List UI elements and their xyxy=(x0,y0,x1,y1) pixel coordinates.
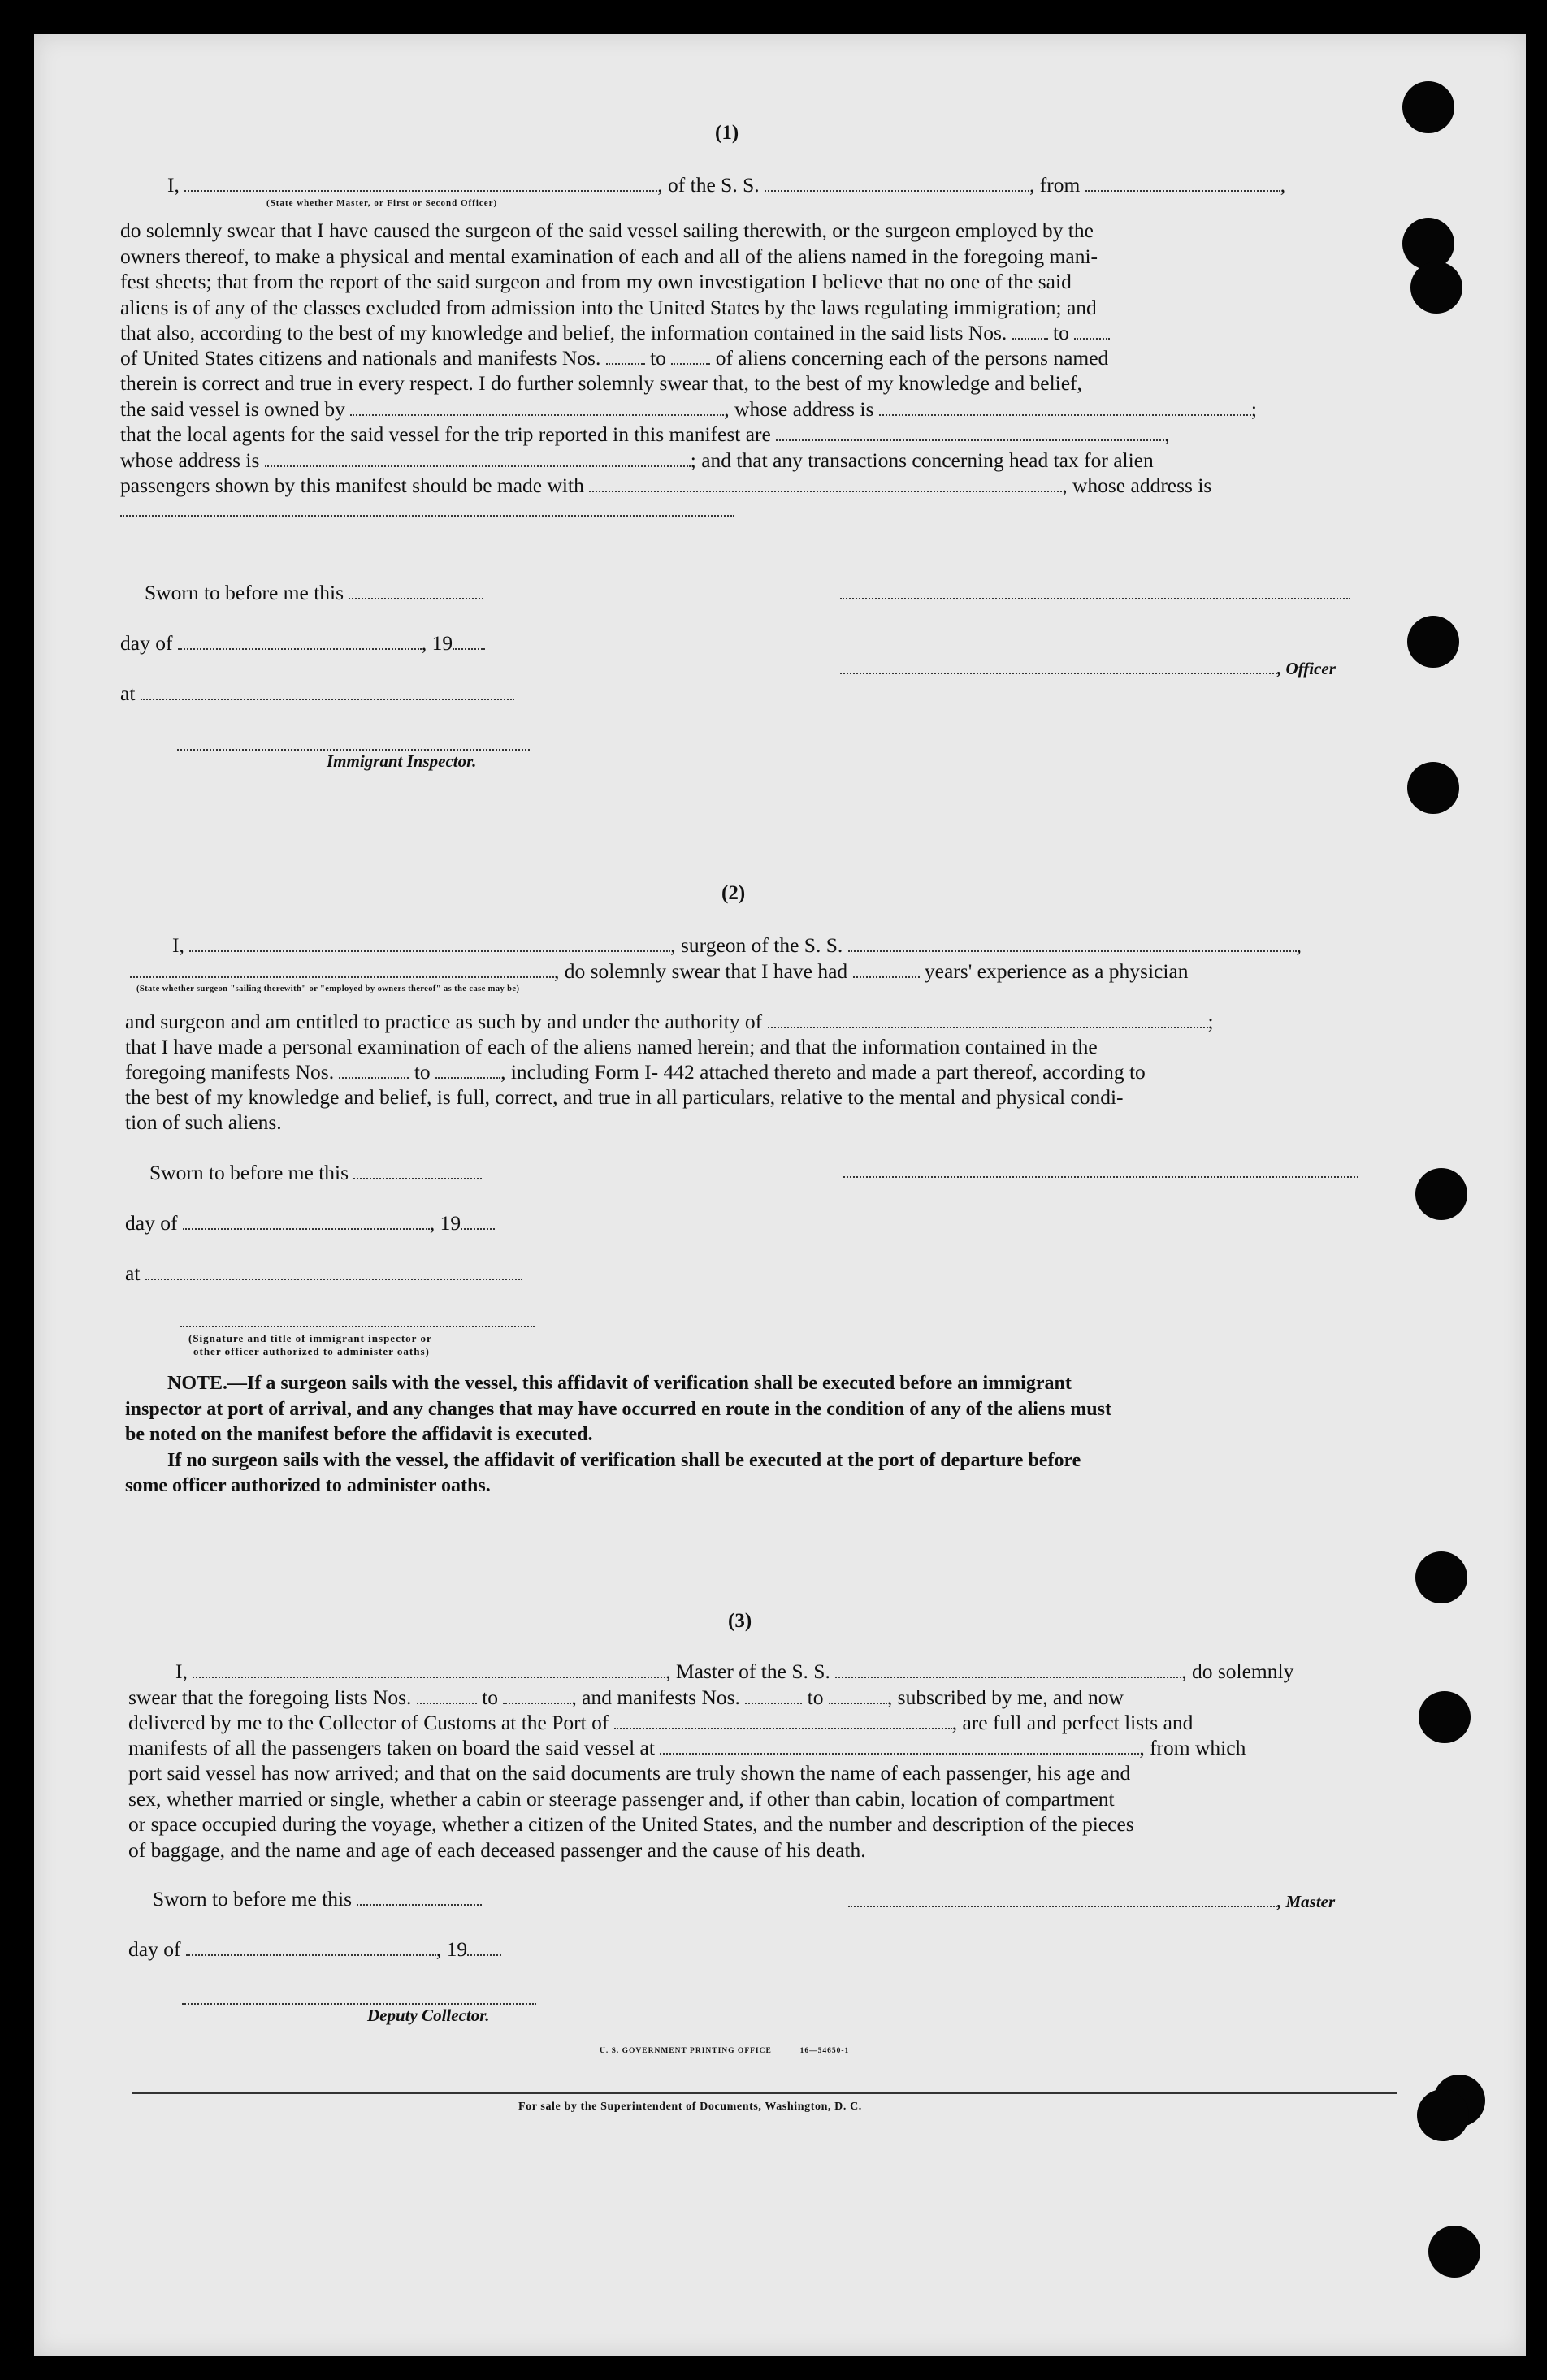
s2-surgeon-type-field[interactable] xyxy=(130,960,554,978)
s1-head-tax-agent-field[interactable] xyxy=(589,474,1062,492)
s2-including-text: , including Form I- 442 attached thereto and made a part thereof, according to xyxy=(500,1060,1146,1084)
s1-day-of-text: day of xyxy=(120,631,173,655)
s2-sworn-text: Sworn to before me this xyxy=(150,1161,349,1184)
s1-address-field[interactable] xyxy=(120,515,734,517)
s1-officer-label: , Officer xyxy=(1277,659,1336,678)
s3-swear-text: swear that the foregoing lists Nos. xyxy=(128,1685,412,1709)
s1-to: to xyxy=(650,346,666,370)
s1-address-label: , whose address is xyxy=(724,397,874,421)
s2-note xyxy=(125,1371,1396,1499)
s1-line1 xyxy=(167,172,1285,197)
s2-line1 xyxy=(172,933,1302,958)
s1-sworn-date-field[interactable] xyxy=(349,582,483,599)
punch-hole xyxy=(1419,1691,1471,1743)
s2-note2-line: If no surgeon sails with the vessel, the affidavit of verification shall be executed at the port of departure before xyxy=(167,1449,1081,1471)
s2-years-field[interactable] xyxy=(853,960,920,978)
s3-manifests-all: manifests of all the passengers taken on board the said vessel at xyxy=(128,1736,655,1759)
s1-lists-text: that also, according to the best of my knowledge and belief, the information contained in the said lists Nos. xyxy=(120,321,1008,344)
s3-master-label: , Master xyxy=(1277,1892,1336,1911)
s3-are-full: , are full and perfect lists and xyxy=(951,1711,1194,1734)
s3-sworn-date-field[interactable] xyxy=(357,1888,482,1906)
s1-address-label: whose address is xyxy=(120,448,260,472)
s1-citizens-text-b: of aliens concerning each of the persons named xyxy=(715,346,1109,370)
s1-manifest-from-field[interactable] xyxy=(606,347,645,365)
s2-inspector-sign-field[interactable] xyxy=(180,1326,535,1327)
s3-year-field[interactable] xyxy=(467,1938,501,1956)
s3-from-which: , from which xyxy=(1139,1736,1246,1759)
s2-sig-hint-1: (Signature and title of immigrant inspector or xyxy=(188,1332,432,1344)
gpo-imprint xyxy=(600,2047,849,2055)
s1-vessel-field[interactable] xyxy=(765,174,1029,192)
punch-hole xyxy=(1415,1551,1467,1603)
s3-master-of: , Master of the S. S. xyxy=(665,1660,830,1683)
s1-agents-line xyxy=(120,422,1170,447)
s2-year-field[interactable] xyxy=(461,1212,495,1230)
s2-note-line: be noted on the manifest before the affidavit is executed. xyxy=(125,1424,593,1445)
s2-semicolon: ; xyxy=(1207,1010,1214,1033)
s2-at-field[interactable] xyxy=(145,1262,522,1280)
s1-body-line: owners thereof, to make a physical and mental examination of each and all of the aliens named in the foregoing mani- xyxy=(120,244,1098,268)
s2-month-field[interactable] xyxy=(183,1212,430,1230)
s2-manifests-to-field[interactable] xyxy=(436,1061,500,1079)
s2-authority-field[interactable] xyxy=(768,1010,1208,1028)
s1-signature-field[interactable] xyxy=(840,598,1350,599)
s1-inspector-label: Immigrant Inspector. xyxy=(327,751,477,771)
s1-officer-field[interactable] xyxy=(184,174,657,192)
footer-rule xyxy=(132,2092,1398,2094)
s3-delivered-text: delivered by me to the Collector of Customs at the Port of xyxy=(128,1711,609,1734)
punch-hole xyxy=(1410,262,1462,314)
s1-body-line: fest sheets; that from the report of the said surgeon and from my own investigation I believe that no one of the said xyxy=(120,270,1072,293)
s2-sig-hint-2: other officer authorized to administer oaths) xyxy=(193,1345,430,1357)
s1-passengers-line xyxy=(120,473,1211,498)
s2-foregoing-line xyxy=(125,1059,1146,1084)
s1-officer-sign-field[interactable] xyxy=(840,656,1277,674)
s1-owner-address-field[interactable] xyxy=(879,398,1251,416)
s1-agents-text: that the local agents for the said vessel for the trip reported in this manifest are xyxy=(120,422,771,446)
punch-hole xyxy=(1415,1168,1467,1220)
s1-address-label: , whose address is xyxy=(1062,474,1212,497)
s1-body-line: do solemnly swear that I have caused the surgeon of the said vessel sailing therewith, or the surgeon employed by the xyxy=(120,219,1094,242)
s3-master-sign-field[interactable] xyxy=(848,1889,1277,1907)
s1-officer-hint: (State whether Master, or First or Second Officer) xyxy=(266,198,498,208)
s2-at-text: at xyxy=(125,1261,141,1285)
s1-body-line: aliens is of any of the classes excluded from admission into the United States by the laws regulating immigration; and xyxy=(120,295,1097,319)
punch-hole xyxy=(1407,616,1459,668)
s3-sworn xyxy=(153,1886,482,1911)
s1-of-ss: , of the S. S. xyxy=(657,173,760,197)
s2-note2-line: some officer authorized to administer oaths. xyxy=(125,1475,491,1496)
s3-body-line: or space occupied during the voyage, whether a citizen of the United States, and the number and description of the pieces xyxy=(128,1812,1134,1836)
s1-passengers-text: passengers shown by this manifest should be made with xyxy=(120,474,584,497)
s2-years-text: years' experience as a physician xyxy=(924,959,1189,983)
s2-sworn xyxy=(150,1160,482,1185)
s2-to: to xyxy=(414,1060,431,1084)
s2-day-of-text: day of xyxy=(125,1211,178,1235)
s2-comma: , xyxy=(1296,933,1302,957)
s3-lists-to-field[interactable] xyxy=(503,1686,571,1704)
s3-sworn-text: Sworn to before me this xyxy=(153,1887,353,1910)
s1-comma: , xyxy=(1164,422,1170,446)
s3-manifests-to-field[interactable] xyxy=(829,1686,887,1704)
s3-lists-from-field[interactable] xyxy=(417,1686,477,1704)
s1-day-of xyxy=(120,630,485,656)
s1-to: to xyxy=(1053,321,1069,344)
s1-sworn-text: Sworn to before me this xyxy=(145,581,344,604)
s3-master-name-field[interactable] xyxy=(193,1660,665,1678)
s3-body xyxy=(128,1760,1399,1863)
s3-body-line: of baggage, and the name and age of each deceased passenger and the cause of his death. xyxy=(128,1837,866,1862)
s3-line4 xyxy=(128,1735,1246,1760)
s1-lists-from-field[interactable] xyxy=(1012,322,1048,340)
s1-citizens-text: of United States citizens and nationals and manifests Nos. xyxy=(120,346,601,370)
gpo-text: U. S. GOVERNMENT PRINTING OFFICE xyxy=(600,2047,772,2055)
gpo-number: 16—54650-1 xyxy=(800,2047,850,2055)
s1-owner-field[interactable] xyxy=(350,398,724,416)
s3-and-manifests: , and manifests Nos. xyxy=(571,1685,740,1709)
s1-owned-line xyxy=(120,396,1257,422)
s3-manifests-from-field[interactable] xyxy=(745,1686,802,1704)
s3-body-line: sex, whether married or single, whether a cabin or steerage passenger and, if other than cabin, location of compartment xyxy=(128,1786,1115,1811)
s3-embark-port-field[interactable] xyxy=(660,1737,1139,1755)
s1-head-tax-text: ; and that any transactions concerning head tax for alien xyxy=(690,448,1154,472)
s3-to: to xyxy=(807,1685,824,1709)
s2-authority-text: and surgeon and am entitled to practice as such by and under the authority of xyxy=(125,1010,763,1033)
s3-line1 xyxy=(176,1659,1294,1684)
s3-line3 xyxy=(128,1710,1193,1735)
s1-from-field[interactable] xyxy=(1086,174,1280,192)
punch-hole xyxy=(1402,81,1454,133)
s3-do-solemnly: , do solemnly xyxy=(1181,1660,1294,1683)
s3-month-field[interactable] xyxy=(186,1938,436,1956)
s2-at xyxy=(125,1261,522,1286)
sale-notice: For sale by the Superintendent of Documents, Washington, D. C. xyxy=(518,2101,862,2113)
s3-vessel-field[interactable] xyxy=(835,1660,1181,1678)
s2-do-solemnly: , do solemnly swear that I have had xyxy=(554,959,848,983)
s1-i: I, xyxy=(167,173,180,197)
s1-semicolon: ; xyxy=(1250,397,1257,421)
s1-citizens-line xyxy=(120,345,1108,370)
s3-deputy-label: Deputy Collector. xyxy=(367,2006,490,2025)
s1-officer-line xyxy=(840,655,1336,682)
s1-month-field[interactable] xyxy=(178,632,422,650)
section-3-number: (3) xyxy=(728,1610,752,1632)
s1-year-text: , 19 xyxy=(421,631,453,655)
s2-note-line: NOTE.—If a surgeon sails with the vessel, this affidavit of verification shall be executed before an immigrant xyxy=(167,1373,1072,1394)
form-page xyxy=(34,34,1526,2356)
s2-foregoing-text: foregoing manifests Nos. xyxy=(125,1060,335,1084)
s2-manifests-from-field[interactable] xyxy=(339,1061,409,1079)
s3-to: to xyxy=(482,1685,499,1709)
s1-agents-address-line xyxy=(120,448,1154,473)
s2-day-of xyxy=(125,1210,495,1235)
s2-best-line: the best of my knowledge and belief, is full, correct, and true in all particulars, relative to the mental and physical condi- xyxy=(125,1085,1124,1109)
punch-hole xyxy=(1417,2089,1469,2141)
s2-vessel-field[interactable] xyxy=(848,934,1297,952)
s3-i: I, xyxy=(176,1660,188,1683)
s2-surgeon-of: , surgeon of the S. S. xyxy=(670,933,843,957)
s3-master-line xyxy=(848,1888,1335,1915)
s2-note-line: inspector at port of arrival, and any changes that may have occurred en route in the condition of any of the aliens must xyxy=(125,1398,1112,1420)
s1-correct-line: therein is correct and true in every respect. I do further solemnly swear that, to the best of my knowledge and belief, xyxy=(120,371,1082,395)
section-2-number: (2) xyxy=(722,882,746,904)
s3-day-of-text: day of xyxy=(128,1937,181,1961)
punch-hole xyxy=(1428,2226,1480,2278)
s2-examination-line: that I have made a personal examination of each of the aliens named herein; and that the information contained in the xyxy=(125,1035,1098,1058)
s1-at-field[interactable] xyxy=(141,682,514,700)
s2-line2 xyxy=(130,958,1189,984)
s3-year-text: , 19 xyxy=(436,1937,468,1961)
s2-year-text: , 19 xyxy=(429,1211,462,1235)
s1-from: , from xyxy=(1029,173,1081,197)
s1-lists-line xyxy=(120,320,1110,345)
s2-surgeon-name-field[interactable] xyxy=(189,934,670,952)
s2-surgeon-hint: (State whether surgeon "sailing therewith" or "employed by owners thereof" as the case may be) xyxy=(136,984,520,993)
s3-port-field[interactable] xyxy=(614,1711,952,1729)
s3-subscribed: , subscribed by me, and now xyxy=(886,1685,1124,1709)
s1-body xyxy=(120,218,1388,320)
s1-at-text: at xyxy=(120,682,136,705)
s2-i: I, xyxy=(172,933,184,957)
punch-hole xyxy=(1407,762,1459,814)
s3-body-line: port said vessel has now arrived; and that on the said documents are truly shown the name of each passenger, his age and xyxy=(128,1761,1131,1785)
s2-sworn-date-field[interactable] xyxy=(353,1162,482,1179)
s1-manifest-to-field[interactable] xyxy=(671,347,710,365)
s2-signature-field[interactable] xyxy=(843,1176,1358,1178)
s1-sworn xyxy=(145,580,483,605)
s1-comma: , xyxy=(1280,173,1286,197)
section-1-number: (1) xyxy=(715,122,739,144)
s3-line2 xyxy=(128,1685,1124,1710)
s1-agents-field[interactable] xyxy=(776,423,1164,441)
s2-authority-line xyxy=(125,1009,1214,1034)
s3-day-of xyxy=(128,1936,501,1962)
s1-lists-to-field[interactable] xyxy=(1074,322,1110,340)
s1-year-field[interactable] xyxy=(453,632,485,650)
s1-owned-text: the said vessel is owned by xyxy=(120,397,345,421)
s1-at xyxy=(120,681,514,706)
s2-tion-line: tion of such aliens. xyxy=(125,1110,282,1134)
s1-agents-address-field[interactable] xyxy=(265,449,691,467)
